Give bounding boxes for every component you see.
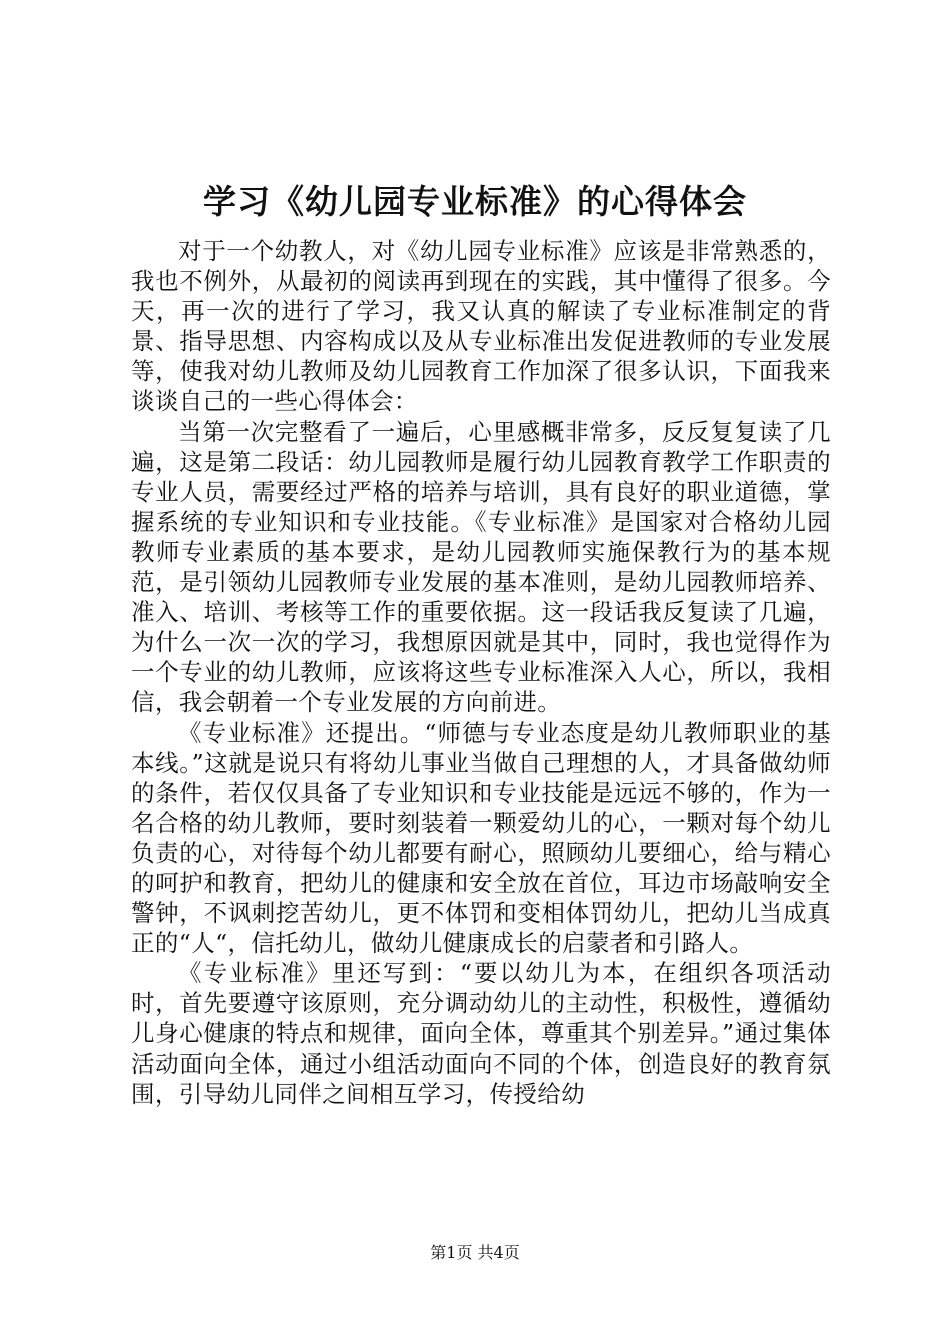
page-number-footer: 第1页 共4页: [430, 1243, 520, 1262]
document-body: [131, 236, 831, 1109]
paragraph-3: 《专业标准》还提出。“师德与专业态度是幼儿教师职业的基本线。”这就是说只有将幼儿事业当做自己理想的人，才具备做幼师的条件，若仅仅具备了专业知识和专业技能是远远不够的，作为一名合格的幼儿教师，要时刻装着一颗爱幼儿的心，一颗对每个幼儿负责的心，对待每个幼儿都要有耐心，照顾幼儿要细心，给与精心的呵护和教育，把幼儿的健康和安全放在首位，耳边市场敲响安全警钟，不讽刺挖苦幼儿，更不体罚和变相体罚幼儿，把幼儿当成真正的“人“，信托幼儿，做幼儿健康成长的启蒙者和引路人。: [131, 718, 831, 958]
paragraph-1: 对于一个幼教人，对《幼儿园专业标准》应该是非常熟悉的，我也不例外，从最初的阅读再到现在的实践，其中懂得了很多。今天，再一次的进行了学习，我又认真的解读了专业标准制定的背景、指导思想、内容构成以及从专业标准出发促进教师的专业发展等，使我对幼儿教师及幼儿园教育工作加深了很多认识，下面我来谈谈自己的一些心得体会：: [131, 237, 831, 416]
paragraph-4: 《专业标准》里还写到：“要以幼儿为本，在组织各项活动时，首先要遵守该原则，充分调动幼儿的主动性，积极性，遵循幼儿身心健康的特点和规律，面向全体，尊重其个别差异。”通过集体活动面向全体，通过小组活动面向不同的个体，创造良好的教育氛围，引导幼儿同伴之间相互学习，传授给幼: [131, 959, 831, 1108]
document-title: 学习《幼儿园专业标准》的心得体会: [203, 182, 747, 221]
paragraph-2: 当第一次完整看了一遍后，心里感概非常多，反反复复读了几遍，这是第二段话：幼儿园教师是履行幼儿园教育教学工作职责的专业人员，需要经过严格的培养与培训，具有良好的职业道德，掌握系统的专业知识和专业技能。《专业标准》是国家对合格幼儿园教师专业素质的基本要求，是幼儿园教师实施保教行为的基本规范，是引领幼儿园教师专业发展的基本准则，是幼儿园教师培养、准入、培训、考核等工作的重要依据。这一段话我反复读了几遍，为什么一次一次的学习，我想原因就是其中，同时，我也觉得作为一个专业的幼儿教师，应该将这些专业标准深入人心，所以，我相信，我会朝着一个专业发展的方向前进。: [131, 417, 831, 717]
